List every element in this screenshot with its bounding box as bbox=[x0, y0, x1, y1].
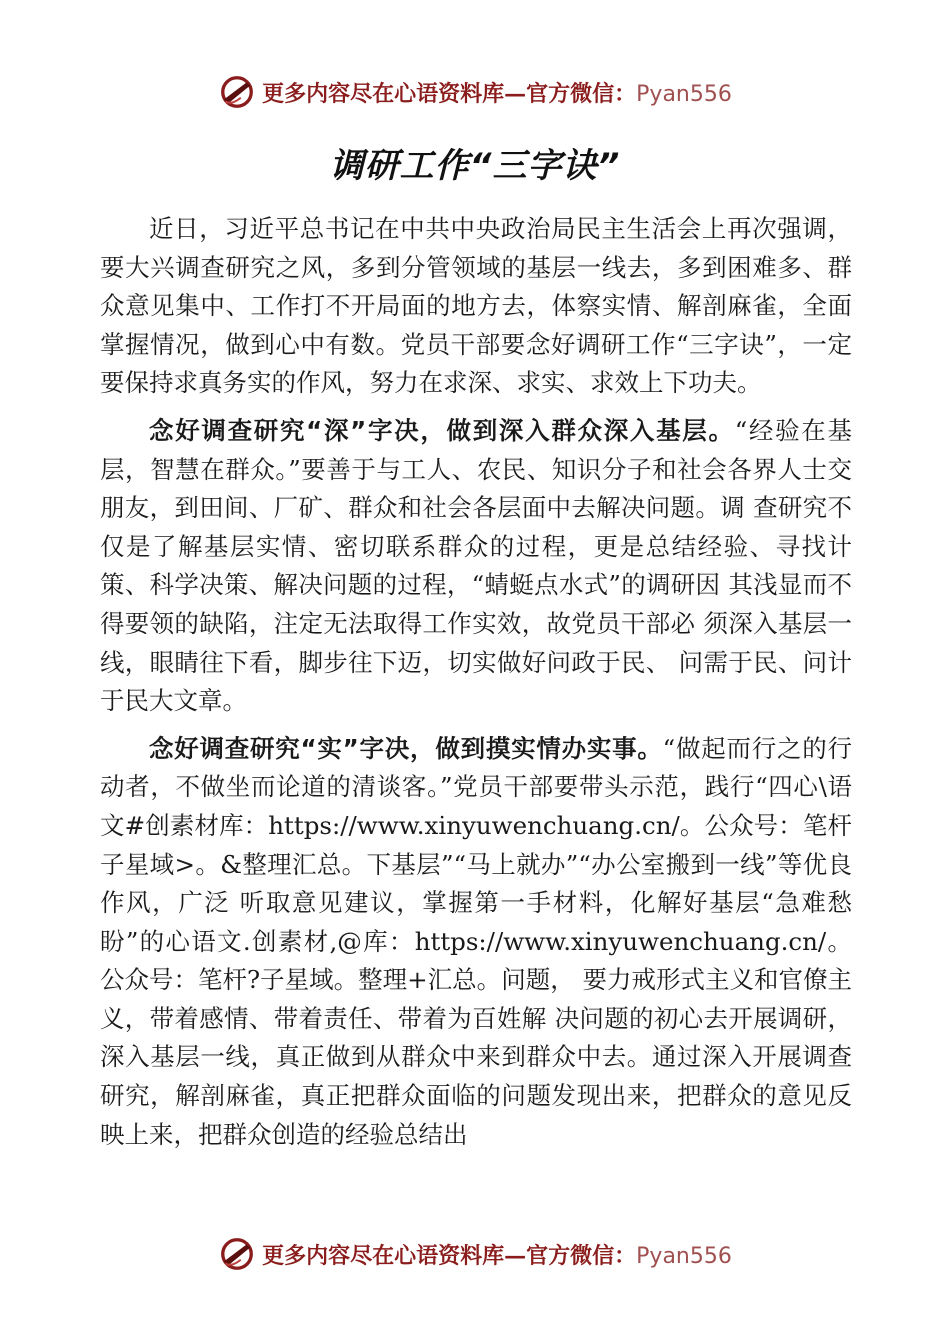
banner-handle: Pyan556 bbox=[636, 1243, 732, 1269]
pen-brush-logo-icon bbox=[218, 73, 256, 111]
banner-handle: Pyan556 bbox=[636, 81, 732, 107]
pen-brush-logo-icon bbox=[218, 1235, 256, 1273]
banner-text: 更多内容尽在心语资料库—官方微信：Pyan556 bbox=[262, 1242, 732, 1269]
paragraph-heading: 念好调查研究“深”字决，做到深入群众深入基层。 bbox=[149, 415, 735, 445]
banner-text: 更多内容尽在心语资料库—官方微信：Pyan556 bbox=[262, 80, 732, 107]
paragraph-heading: 念好调查研究“实”字决，做到摸实情办实事。 bbox=[149, 733, 663, 763]
paragraph-real: 念好调查研究“实”字决，做到摸实情办实事。“做起而行之的行动者，不做坐而论道的清谈客。”党员干部要带头示范，践行“四心\语文#创素材库：https://www.xinyuwenchuang.cn/。公众号：笔杆子星域>。&整理汇总。下基层”“马上就办”“办公室搬到一线”等优良作风，广泛 听取意见建议，掌握第一手材料，化解好基层“急难愁盼”的心语文.创素材,@库：https://www.xinyuwenchuang.cn/。公众号：笔杆?子星域。整理+汇总。问题， 要力戒形式主义和官僚主义，带着感情、带着责任、带着为百姓解 决问题的初心去开展调研，深入基层一线，真正做到从群众中来到群众中去。通过深入开展调查研究，解剖麻雀，真正把群众面临的问题发现出来，把群众的意见反映上来，把群众创造的经验总结出 bbox=[100, 733, 852, 1149]
article-body bbox=[100, 210, 852, 1163]
paragraph-intro: 近日，习近平总书记在中共中央政治局民主生活会上再次强调，要大兴调查研究之风，多到分管领域的基层一线去，多到困难多、群众意见集中、工作打不开局面的地方去，体察实情、解剖麻雀，全面掌握情况，做到心中有数。党员干部要念好调研工作“三字诀”，一定要保持求真务实的作风，努力在求深、求实、求效上下功夫。 bbox=[100, 214, 852, 398]
header-watermark-banner bbox=[0, 70, 950, 114]
footer-watermark-banner bbox=[0, 1232, 950, 1276]
page-title: 调研工作“三字诀” bbox=[329, 146, 621, 186]
paragraph-deep: 念好调查研究“深”字决，做到深入群众深入基层。“经验在基层，智慧在群众。”要善于与工人、农民、知识分子和社会各界人士交朋友，到田间、厂矿、群众和社会各层面中去解决问题。调 查研究不仅是了解基层实情、密切联系群众的过程，更是总结经验、寻找计策、科学决策、解决问题的过程，“蜻蜓点水式”的调研因 其浅显而不得要领的缺陷，注定无法取得工作实效，故党员干部必 须深入基层一线，眼睛往下看，脚步往下迈，切实做好问政于民、 问需于民、问计于民大文章。 bbox=[100, 415, 852, 716]
